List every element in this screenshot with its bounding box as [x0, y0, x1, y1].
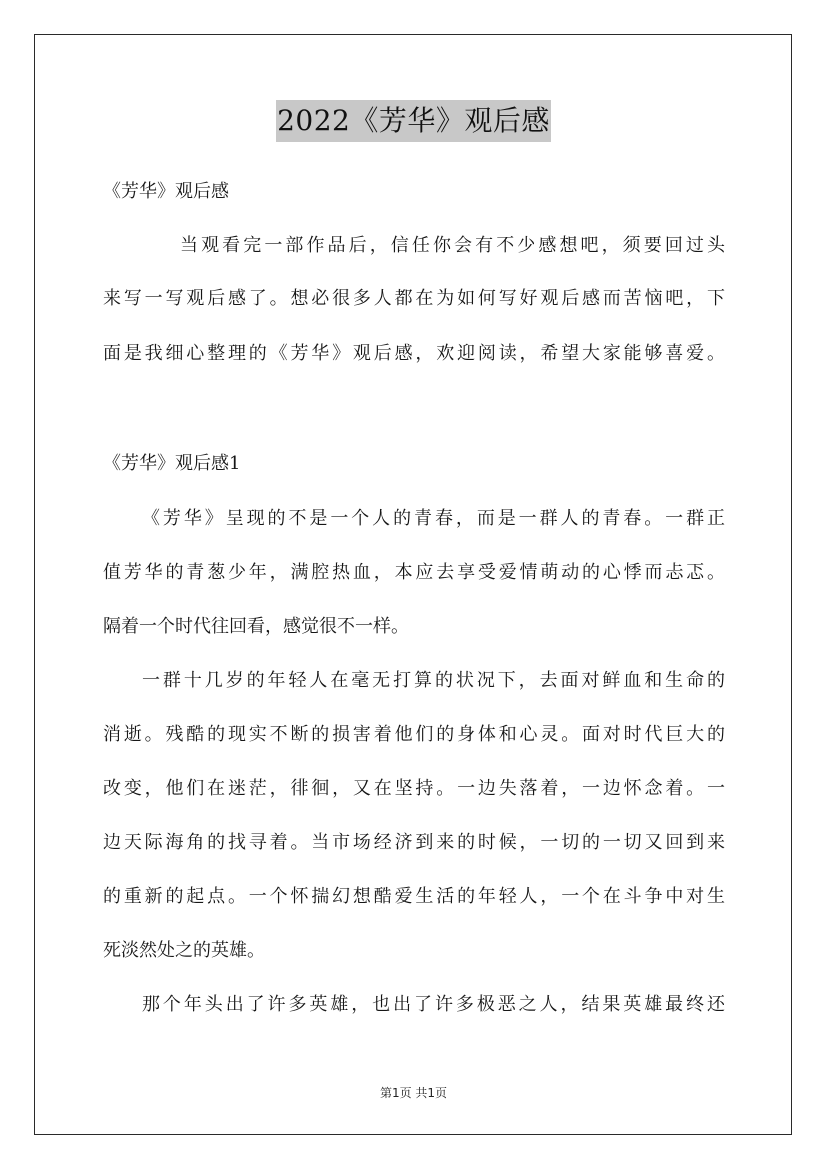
- body-line-9: 死淡然处之的英雄。: [103, 940, 265, 961]
- body-line-7: 边天际海角的找寻着。当市场经济到来的时候，一切的一切又回到来: [103, 832, 725, 853]
- intro-line-3: 面是我细心整理的《芳华》观后感，欢迎阅读，希望大家能够喜爱。: [103, 343, 725, 364]
- page-number-footer: 第1页 共1页: [379, 1086, 448, 1100]
- body-line-5: 消逝。残酷的现实不断的损害着他们的身体和心灵。面对时代巨大的: [103, 724, 725, 745]
- intro-line-2: 来写一写观后感了。想必很多人都在为如何写好观后感而苦恼吧，下: [103, 288, 725, 309]
- document-title: 2022《芳华》观后感: [276, 100, 551, 142]
- title-area: [0, 100, 827, 142]
- document-subtitle: 《芳华》观后感: [103, 181, 229, 202]
- body-line-3: 隔着一个时代往回看，感觉很不一样。: [103, 616, 409, 637]
- body-line-1: 《芳华》呈现的不是一个人的青春，而是一群人的青春。一群正: [142, 508, 725, 529]
- body-line-8: 的重新的起点。一个怀揣幻想酷爱生活的年轻人，一个在斗争中对生: [103, 886, 725, 907]
- section-heading: 《芳华》观后感1: [103, 453, 241, 474]
- intro-line-1: 当观看完一部作品后，信任你会有不少感想吧，须要回过头: [180, 235, 725, 256]
- body-line-2: 值芳华的青葱少年，满腔热血，本应去享受爱情萌动的心悸而忐忑。: [103, 562, 725, 583]
- body-line-6: 改变，他们在迷茫，徘徊，又在坚持。一边失落着，一边怀念着。一: [103, 778, 725, 799]
- body-line-4: 一群十几岁的年轻人在毫无打算的状况下，去面对鲜血和生命的: [142, 670, 725, 691]
- body-line-10: 那个年头出了许多英雄，也出了许多极恶之人，结果英雄最终还: [142, 994, 725, 1015]
